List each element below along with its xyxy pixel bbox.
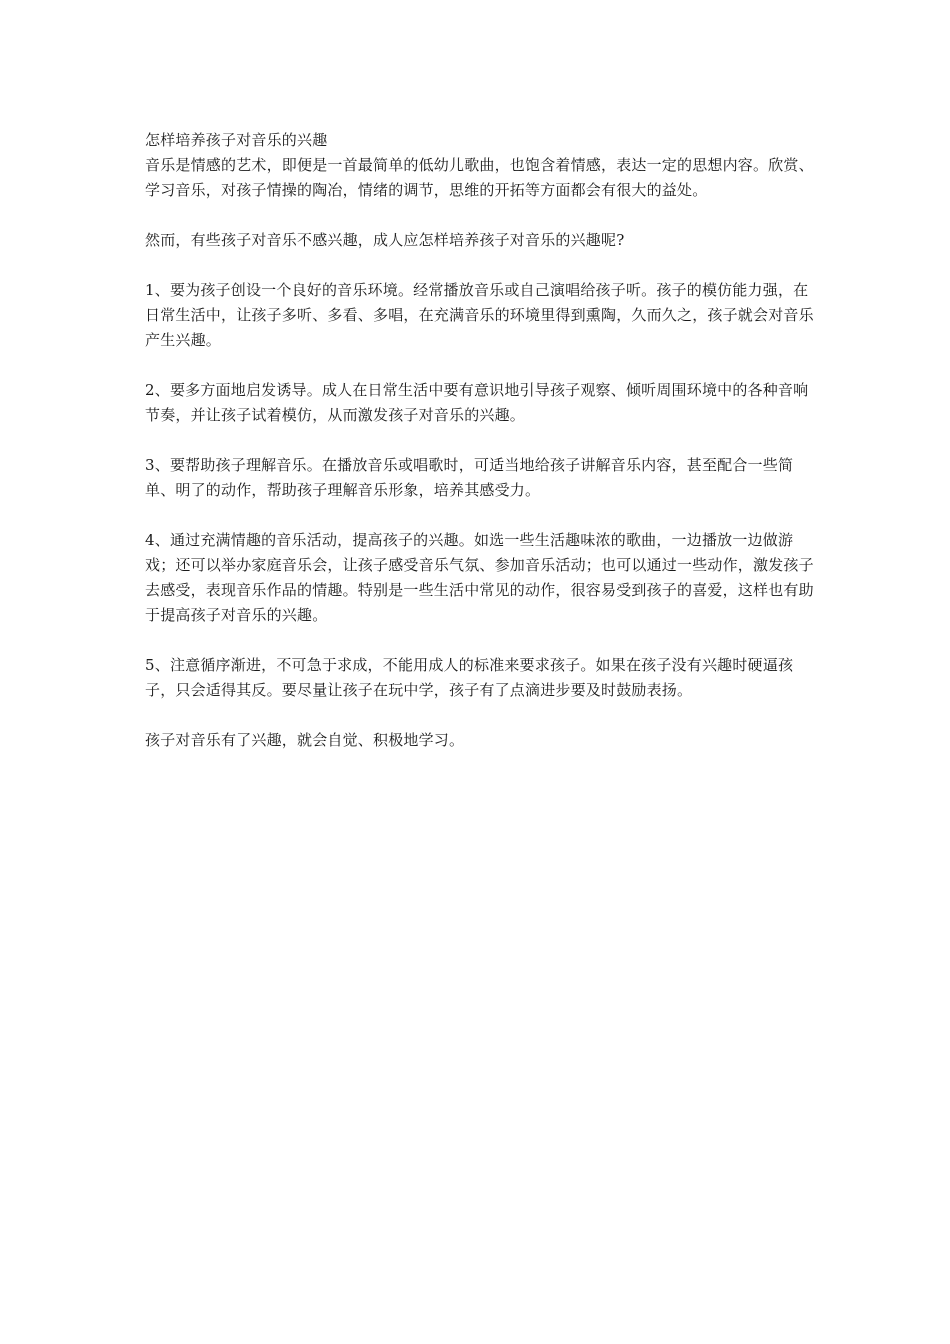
paragraph-spacer — [145, 203, 815, 228]
paragraph-spacer — [145, 503, 815, 528]
question-paragraph: 然而，有些孩子对音乐不感兴趣，成人应怎样培养孩子对音乐的兴趣呢? — [145, 231, 625, 249]
document-body — [145, 128, 815, 753]
paragraph-spacer — [145, 428, 815, 453]
intro-paragraph: 音乐是情感的艺术，即便是一首最简单的低幼儿歌曲，也饱含着情感，表达一定的思想内容。欣赏、学习音乐，对孩子情操的陶冶，情绪的调节，思维的开拓等方面都会有很大的益处。 — [145, 156, 814, 199]
point-paragraph-5: 5、注意循序渐进，不可急于求成，不能用成人的标准来要求孩子。如果在孩子没有兴趣时硬逼孩子，只会适得其反。要尽量让孩子在玩中学，孩子有了点滴进步要及时鼓励表扬。 — [145, 656, 794, 699]
document-title: 怎样培养孩子对音乐的兴趣 — [145, 131, 328, 149]
point-paragraph-3: 3、要帮助孩子理解音乐。在播放音乐或唱歌时，可适当地给孩子讲解音乐内容，甚至配合一些简单、明了的动作，帮助孩子理解音乐形象，培养其感受力。 — [145, 456, 794, 499]
point-paragraph-1: 1、要为孩子创设一个良好的音乐环境。经常播放音乐或自己演唱给孩子听。孩子的模仿能力强，在日常生活中，让孩子多听、多看、多唱，在充满音乐的环境里得到熏陶，久而久之，孩子就会对音乐产生兴趣。 — [145, 281, 814, 349]
point-paragraph-4: 4、通过充满情趣的音乐活动，提高孩子的兴趣。如选一些生活趣味浓的歌曲，一边播放一边做游戏；还可以举办家庭音乐会，让孩子感受音乐气氛、参加音乐活动；也可以通过一些动作，激发孩子去感受，表现音乐作品的情趣。特别是一些生活中常见的动作，很容易受到孩子的喜爱，这样也有助于提高孩子对音乐的兴趣。 — [145, 531, 814, 624]
paragraph-spacer — [145, 253, 815, 278]
conclusion-paragraph: 孩子对音乐有了兴趣，就会自觉、积极地学习。 — [145, 731, 465, 749]
paragraph-spacer — [145, 703, 815, 728]
point-paragraph-2: 2、要多方面地启发诱导。成人在日常生活中要有意识地引导孩子观察、倾听周围环境中的各种音响节奏，并让孩子试着模仿，从而激发孩子对音乐的兴趣。 — [145, 381, 809, 424]
paragraph-spacer — [145, 628, 815, 653]
paragraph-spacer — [145, 353, 815, 378]
